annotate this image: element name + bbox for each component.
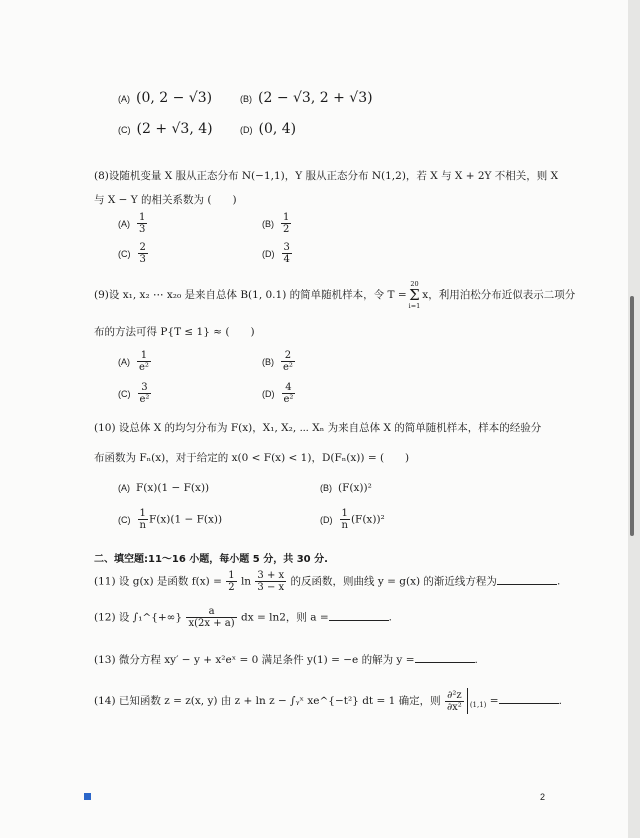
q13-stem: (13) 微分方程 xy′ − y + x²eˣ = 0 满足条件 y(1) = −e 的解为 y = .	[94, 654, 478, 666]
q11-stem: (11) 设 g(x) 是函数 f(x) = $\frac{1}{2}$ ln $\frac{3 + x}{3 - x}$ 的反函数，则曲线 y = g(x) 的渐近线方程为 .	[94, 570, 561, 593]
q13-answer-blank[interactable]	[415, 652, 475, 663]
q8-option-a: (A) $\frac{1}{3}$	[118, 212, 146, 235]
q10-option-c: (C) $\frac{1}{n}$ F(x)(1 − F(x))	[118, 508, 223, 531]
q7-option-c: (C) (2 + √3, 4)	[118, 121, 213, 137]
q9-stem-line1: (9)设 x₁, x₂ ⋯ x₂₀ 是来自总体 B(1, 0.1) 的简单随机样本，令 T = 20 Σ i=1 x，利用泊松分布近似表示二项分	[94, 280, 576, 310]
q10-option-d: (D) $\frac{1}{n}$ (F(x))²	[320, 508, 385, 531]
q10-stem-line2: 布函数为 Fₙ(x)，对于给定的 x(0 < F(x) < 1)，D(Fₙ(x)) = ( )	[94, 452, 410, 464]
q12-answer-blank[interactable]	[329, 610, 389, 621]
page-marker	[84, 793, 91, 800]
q9-option-b: (B) $\frac{2}{\text{e²}}$	[262, 350, 293, 373]
q10-stem-line1: (10) 设总体 X 的均匀分布为 F(x)，X₁, X₂, ⋯ Xₙ 为来自总体 X 的简单随机样本，样本的经验分	[94, 422, 542, 434]
q11-answer-blank[interactable]	[497, 574, 557, 585]
q8-option-b: (B) $\frac{1}{2}$	[262, 212, 290, 235]
q7-option-d: (D) (0, 4)	[240, 121, 297, 137]
q12-stem: (12) 设 ∫₁^{+∞} $\frac{a}{x(2x + a)}$ dx = ln2，则 a = .	[94, 606, 392, 629]
summation-symbol: 20 Σ i=1	[408, 280, 421, 310]
q7-option-a: (A) (0, 2 − √3)	[118, 90, 213, 106]
q9-stem-line2: 布的方法可得 P{T ≤ 1} ≈ ( )	[94, 326, 255, 338]
q7-option-b: (B) (2 − √3, 2 + √3)	[240, 90, 373, 106]
q8-stem-line1: (8)设随机变量 X 服从正态分布 N(−1,1)，Y 服从正态分布 N(1,2)，若 X 与 X + 2Y 不相关，则 X	[94, 170, 559, 182]
q9-option-c: (C) $\frac{3}{\text{e²}}$	[118, 382, 150, 405]
q8-stem-line2: 与 X − Y 的相关系数为 ( )	[94, 194, 237, 206]
q14-answer-blank[interactable]	[499, 693, 559, 704]
q10-option-a: (A) F(x)(1 − F(x))	[118, 482, 210, 494]
q9-option-a: (A) $\frac{1}{\text{e²}}$	[118, 350, 149, 373]
q14-stem: (14) 已知函数 z = z(x, y) 由 z + ln z − ∫ᵧˣ xe^{−t²} dt = 1 确定，则 $\frac{\text{∂²z}}{\text{∂x²}}$ $_{(1,1)}$ = .	[94, 689, 562, 713]
q9-option-d: (D) $\frac{4}{\text{e²}}$	[262, 382, 294, 405]
q10-option-b: (B) (F(x))²	[320, 482, 372, 494]
scrollbar-thumb[interactable]	[630, 296, 634, 536]
page-number: 2	[540, 792, 546, 802]
q8-option-d: (D) $\frac{3}{4}$	[262, 242, 290, 265]
section-title-fill-in: 二、填空题:11～16 小题，每小题 5 分，共 30 分.	[94, 554, 328, 565]
q8-option-c: (C) $\frac{2}{3}$	[118, 242, 146, 265]
